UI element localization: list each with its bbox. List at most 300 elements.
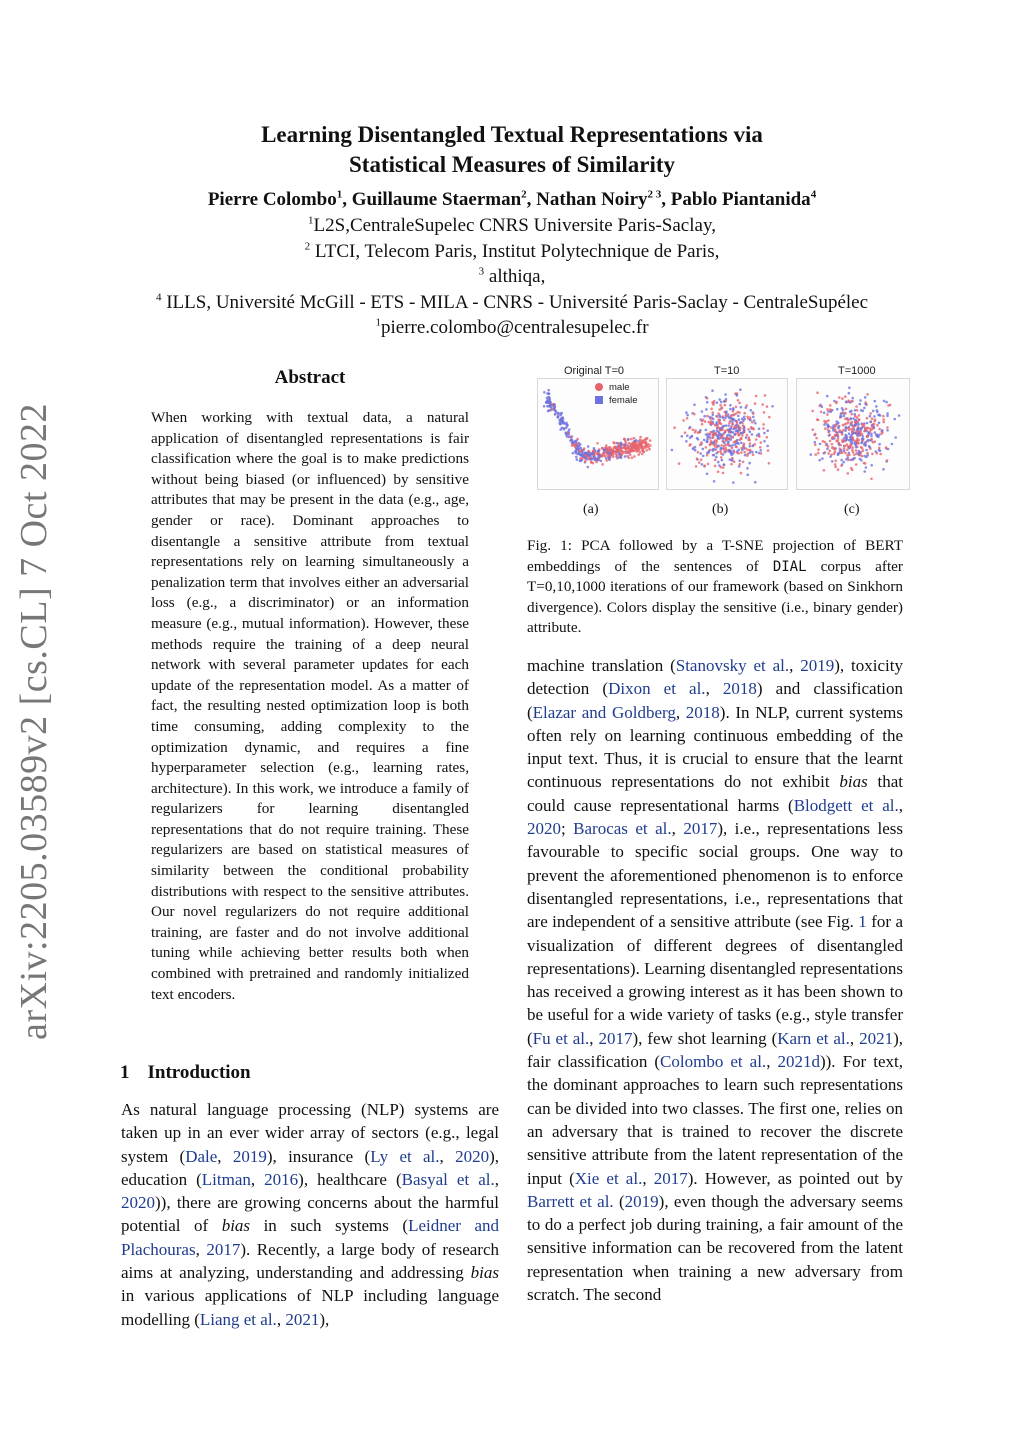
male-point [684,431,687,434]
male-point [886,426,889,429]
body-text-run: , [766,1052,778,1072]
male-point [817,452,820,455]
female-point [557,412,560,415]
male-point [724,447,727,450]
scatter-panel-c [796,378,910,490]
male-point [762,423,765,426]
legend-label: female [609,395,638,406]
female-point [819,443,822,446]
female-point [860,442,863,445]
citation-link[interactable]: Dixon et al. [608,679,706,699]
male-point [706,397,709,400]
female-point [701,463,704,466]
intro-paragraph-left [121,1098,499,1331]
female-point [723,432,726,435]
citation-link[interactable]: Elazar and Goldberg [532,702,676,722]
female-point [810,453,813,456]
female-point [865,449,868,452]
male-point [723,419,726,422]
female-point [728,429,731,432]
caption-text: corpus after T=0,10,1000 iterations of our framework (based on Sinkhorn divergence). Colors display the sensitive (i.e., binary gender) attribute. [527,557,903,637]
citation-link[interactable]: Barrett et al. [527,1191,614,1211]
male-point [600,454,603,457]
affiliation [0,264,1024,290]
female-point [697,438,700,441]
female-point [566,435,569,438]
male-point [851,446,854,449]
female-point [840,412,843,415]
female-point [872,410,875,413]
male-point [698,461,701,464]
female-point [857,430,860,433]
female-point [823,412,826,415]
female-point [555,411,558,414]
male-point [738,402,741,405]
male-point [768,462,771,465]
male-marker-icon [595,383,603,391]
female-point [554,413,557,416]
male-point [837,439,840,442]
male-point [649,439,652,442]
female-point [763,440,766,443]
male-point [703,465,706,468]
male-point [597,452,600,455]
female-point [853,413,856,416]
female-point [886,412,889,415]
female-point [587,452,590,455]
male-point [817,448,820,451]
female-point [743,447,746,450]
female-point [706,401,709,404]
male-point [575,443,578,446]
citation-link[interactable]: Basyal et al. [401,1169,495,1189]
male-point [742,461,745,464]
female-point [580,447,583,450]
citation-link[interactable]: 2018 [722,679,757,699]
female-point [671,449,674,452]
male-point [590,461,593,464]
male-point [720,466,723,469]
section-heading [120,1062,269,1084]
citation-link[interactable]: Barocas et al. [573,819,672,839]
male-point [720,452,723,455]
panel-title: T=1000 [838,365,876,377]
male-point [637,453,640,456]
emphasis-text: bias [839,772,868,792]
female-point [689,426,692,429]
male-point [870,438,873,441]
male-point [766,436,769,439]
female-point [879,449,882,452]
citation-link[interactable]: Leidner and Plachouras [121,1216,499,1259]
male-point [737,399,740,402]
male-point [841,440,844,443]
body-text-run: ), fair classification ( [527,1028,904,1072]
male-point [816,391,819,394]
body-text-run: )), there are growing concerns about the harmful potential of [121,1193,499,1236]
male-point [717,418,720,421]
female-point [600,460,603,463]
female-point [861,435,864,438]
female-point [886,415,889,418]
male-point [727,443,730,446]
male-point [856,409,859,412]
male-point [841,397,844,400]
male-point [604,446,607,449]
citation-link[interactable]: Karn et al. [777,1028,850,1048]
citation-link[interactable]: 2017 [206,1239,241,1259]
female-point [891,443,894,446]
male-point [752,427,755,430]
citation-link[interactable]: 1 [858,912,867,932]
male-point [624,452,627,455]
female-point [584,451,587,454]
male-point [740,451,743,454]
male-point [814,443,817,446]
female-point [885,401,888,404]
female-point [572,452,575,455]
female-point [713,454,716,457]
female-point [548,401,551,404]
body-text-run: ). Recently, a large body of research aims at analyzing, understanding and addressing [121,1239,499,1283]
female-point [720,433,723,436]
female-point [736,394,739,397]
male-point [637,446,640,449]
affiliation-mark: 1 [375,316,381,329]
male-point [741,434,744,437]
female-point [575,456,578,459]
male-point [752,454,755,457]
male-point [707,421,710,424]
body-text-run: ; [561,819,574,839]
affiliation-mark: 4 [155,291,162,304]
male-point [648,448,651,451]
male-point [640,441,643,444]
female-point [729,458,732,461]
female-point [567,430,570,433]
female-point [715,456,718,459]
male-point [728,438,731,441]
male-point [815,437,818,440]
citation-link[interactable]: Dale [185,1146,218,1166]
female-point [705,429,708,432]
female-point [877,436,880,439]
female-point [728,417,731,420]
female-point [702,448,705,451]
male-point [739,438,742,441]
female-point [863,470,866,473]
male-point [709,444,712,447]
female-point [730,427,733,430]
affiliation-text: althiqa, [484,266,546,287]
body-text-run: ) and classification ( [527,679,904,722]
scatter-plot-b [667,379,787,489]
male-point [748,439,751,442]
male-point [851,400,854,403]
citation-link[interactable]: Stanovsky et al. [675,656,790,675]
female-point [850,459,853,462]
male-point [829,440,832,443]
male-point [828,450,831,453]
female-point [758,428,761,431]
male-point [834,466,837,469]
female-point [729,404,732,407]
male-point [847,427,850,430]
male-point [612,456,615,459]
male-point [637,449,640,452]
male-point [632,447,635,450]
male-point [712,436,715,439]
male-point [739,463,742,466]
male-point [728,422,731,425]
female-point [717,437,720,440]
female-point [720,447,723,450]
female-point [728,450,731,453]
female-point [844,434,847,437]
male-point [880,432,883,435]
female-point [553,403,556,406]
male-point [861,455,864,458]
female-point [711,389,714,392]
female-point [755,451,758,454]
panel-title: Original T=0 [564,365,625,377]
male-point [851,449,854,452]
female-point [852,417,855,420]
male-point [853,453,856,456]
male-point [629,448,632,451]
female-point [894,436,897,439]
male-point [842,429,845,432]
male-point [827,452,830,455]
male-point [717,412,720,415]
female-point [878,443,881,446]
female-point [855,446,858,449]
male-point [689,443,692,446]
female-point [870,433,873,436]
female-point [711,448,714,451]
male-point [827,428,830,431]
male-point [733,426,736,429]
male-point [704,420,707,423]
female-point [729,408,732,411]
female-point [893,418,896,421]
female-point [701,410,704,413]
affiliation-text: L2S,CentraleSupelec CNRS Universite Paris-Saclay, [313,215,716,236]
body-text-run: that could cause representational harms ( [527,772,903,815]
male-point [700,458,703,461]
male-point [709,449,712,452]
male-point [580,450,583,453]
female-point [723,437,726,440]
citation-link[interactable]: 2020 [527,819,561,839]
male-point [749,416,752,419]
citation-link[interactable]: 2019 [800,656,835,675]
author-name: Nathan Noiry [536,189,648,210]
male-point [870,429,873,432]
male-point [710,422,713,425]
citation-link[interactable]: 2018 [685,702,720,722]
male-point [820,411,823,414]
male-point [889,404,892,407]
male-point [645,440,648,443]
body-text-run: ). However, as pointed out by [687,1168,903,1188]
male-point [866,452,869,455]
male-point [834,463,837,466]
female-point [865,456,868,459]
female-point [685,411,688,414]
male-point [737,452,740,455]
citation-link[interactable]: Liang et al. [199,1309,277,1329]
male-point [840,452,843,455]
body-text-run: for a visualization of different degrees of disentangled representations). Learning disentangled representations has received a growing interest as it has been shown to be useful for a wide variety of tasks (e.g., style transfer ( [527,912,903,1048]
female-point [739,422,742,425]
male-point [840,464,843,467]
male-point [706,415,709,418]
citation-link[interactable]: 2017 [653,1168,688,1188]
female-point [737,415,740,418]
male-point [588,458,591,461]
abstract-body: When working with textual data, a natural application of disentangled representations is fair classification where the goal is to make predictions without being biased (or influenced) by sensitive attributes that may be present in the data (e.g., age, gender or race). Dominant approaches to disentangle a sensitive attribute from textual representations rely on learning simultaneously a penalization term that involves either an adversarial loss (e.g., a discriminator) or an information measure (e.g., mutual information). However, these methods require the training of a deep neural network with several parameter updates for each update of the representation model. As a matter of fact, the resulting nested optimization loop is both time consuming, adding complexity to the optimization dynamic, and requires a fine hyperparameter selection (e.g., learning rates, architecture). In this work, we introduce a family of regularizers for learning disentangled representations that do not require training. These regularizers are based on statistical measures of similarity between the conditional probability distributions with respect to the sensitive attributes. Our novel regularizers do not require additional training, are faster and do not involve additional tuning while achieving better results both when combined with pretrained and randomly initialized text encoders. [151,409,469,1003]
female-point [724,451,727,454]
male-point [847,399,850,402]
subfigure-label: (a) [583,502,599,517]
body-text-run: , [276,1309,286,1329]
male-point [735,412,738,415]
male-point [874,420,877,423]
citation-link[interactable]: Litman [201,1169,251,1189]
female-point [826,395,829,398]
female-point [588,454,591,457]
citation-link[interactable]: Xie et al. [574,1168,643,1188]
male-point [763,411,766,414]
male-point [639,436,642,439]
male-point [760,441,763,444]
male-point [711,401,714,404]
male-point [879,453,882,456]
female-point [748,462,751,465]
male-point [869,412,872,415]
male-point [593,449,596,452]
body-text-run: ), healthcare ( [298,1169,402,1189]
male-point [826,413,829,416]
female-point [848,432,851,435]
male-point [722,466,725,469]
male-point [570,436,573,439]
male-point [839,447,842,450]
male-point [748,436,751,439]
male-point [642,449,645,452]
female-point [749,445,752,448]
affiliation [0,213,1024,239]
female-point [723,463,726,466]
female-point [869,420,872,423]
male-point [731,436,734,439]
male-point [864,429,867,432]
female-point [574,450,577,453]
male-point [699,444,702,447]
citation-link[interactable]: 2021 [859,1028,894,1048]
citation-link[interactable]: 2021d [777,1052,820,1072]
male-point [627,451,630,454]
female-point [836,408,839,411]
male-point [851,421,854,424]
male-point [843,423,846,426]
citation-link[interactable]: 2017 [598,1028,633,1048]
female-point [875,405,878,408]
male-point [831,443,834,446]
male-point [721,406,724,409]
male-point [612,441,615,444]
citation-link[interactable]: 2020 [455,1146,490,1166]
male-point [742,424,745,427]
citation-link[interactable]: Blodgett et al. [793,795,899,815]
citation-link[interactable]: 2021 [285,1309,320,1329]
female-point [848,386,851,389]
female-point [737,442,740,445]
female-point [749,419,752,422]
male-point [766,405,769,408]
male-point [871,453,874,456]
male-point [882,418,885,421]
female-point [856,434,859,437]
female-point [716,401,719,404]
body-text-run: , [439,1146,456,1166]
female-point [608,456,611,459]
male-point [645,443,648,446]
female-point [865,466,868,469]
male-point [707,463,710,466]
male-point [678,462,681,465]
female-point [878,422,881,425]
female-point [724,416,727,419]
female-point [546,392,549,395]
body-text-run: , [705,679,723,699]
citation-link[interactable]: 2019 [624,1191,659,1211]
male-point [645,449,648,452]
male-point [861,433,864,436]
male-point [726,437,729,440]
legend-label: male [609,382,630,393]
citation-link[interactable]: 2019 [232,1146,267,1166]
citation-link[interactable]: 2016 [264,1169,299,1189]
male-point [768,416,771,419]
female-point [707,435,710,438]
male-point [866,417,869,420]
female-point [853,424,856,427]
body-text-run: , [494,1169,499,1189]
affiliation-text: ILLS, Université McGill - ETS - MILA - CNRS - Université Paris-Saclay - CentraleSupélec [161,292,869,313]
female-point [818,459,821,462]
female-point [860,428,863,431]
affiliation-mark: 1 [308,214,314,227]
female-point [851,442,854,445]
female-point [853,431,856,434]
female-point [547,410,550,413]
body-text-run: , [589,1028,599,1048]
male-point [872,441,875,444]
citation-link[interactable]: 2017 [683,819,718,839]
male-point [743,442,746,445]
female-point [584,456,587,459]
citation-link[interactable]: Colombo et al. [660,1052,767,1072]
female-point [837,426,840,429]
female-point [694,449,697,452]
citation-link[interactable]: Ly et al. [370,1146,440,1166]
female-point [850,410,853,413]
citation-link[interactable]: Fu et al. [532,1028,590,1048]
male-point [576,438,579,441]
citation-link[interactable]: 2020 [121,1193,155,1213]
